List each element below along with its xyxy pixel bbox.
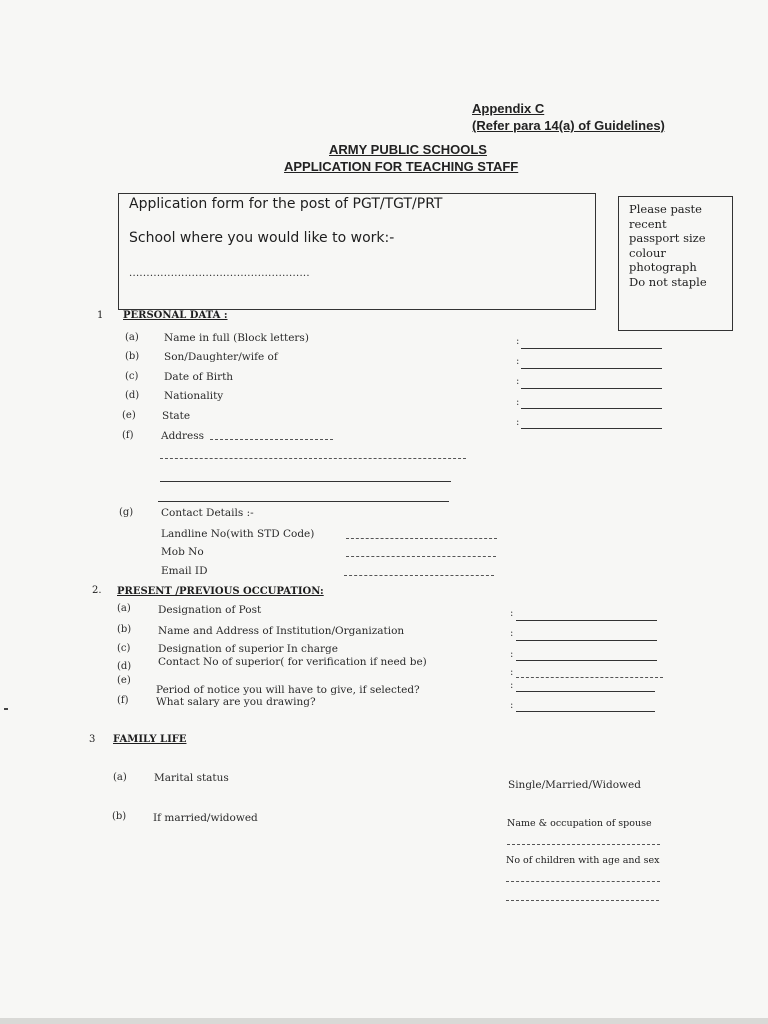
scan-edge (0, 1018, 768, 1024)
item-mark: (e) (122, 410, 136, 421)
photo-instruction-line: Do not staple (629, 274, 707, 289)
state-field[interactable] (521, 428, 662, 429)
notice-period-field[interactable] (516, 691, 655, 692)
email-label: Email ID (161, 565, 208, 577)
married-widowed-label: If married/widowed (153, 812, 258, 824)
photo-instruction-line: recent (629, 216, 667, 231)
section-2-number: 2. (92, 585, 102, 596)
marital-status-options[interactable]: Single/Married/Widowed (508, 779, 641, 791)
item-mark: (d) (117, 661, 132, 672)
address-field-line[interactable] (210, 439, 333, 440)
colon: : (510, 680, 514, 691)
post-applied-line: Application form for the post of PGT/TGT/PRT (129, 196, 443, 212)
section-3-number: 3 (89, 734, 96, 745)
address-field-line[interactable] (158, 501, 449, 502)
notice-period-label: Period of notice you will have to give, if selected? (156, 684, 420, 696)
appendix-label: Appendix C (472, 101, 545, 116)
colon: : (516, 417, 520, 428)
spouse-details-field[interactable] (507, 844, 660, 845)
parent-spouse-field[interactable] (521, 368, 662, 369)
mobile-label: Mob No (161, 546, 204, 558)
photo-instruction-line: colour (629, 245, 666, 260)
salary-field[interactable] (516, 711, 655, 712)
dob-label: Date of Birth (164, 371, 234, 383)
item-mark: (a) (125, 332, 139, 343)
children-details-field[interactable] (506, 881, 660, 882)
marital-status-label: Marital status (154, 772, 229, 784)
item-mark: (e) (117, 675, 131, 686)
section-2-title: PRESENT /PREVIOUS OCCUPATION: (117, 586, 324, 597)
guidelines-reference: (Refer para 14(a) of Guidelines) (472, 118, 665, 133)
colon: : (516, 356, 520, 367)
institution-label: Name and Address of Institution/Organization (158, 625, 405, 637)
photo-instruction-line: photograph (629, 260, 697, 274)
address-field-line[interactable] (160, 458, 466, 459)
dob-field[interactable] (521, 388, 662, 389)
item-mark: (g) (119, 507, 134, 518)
superior-designation-field[interactable] (516, 660, 657, 661)
colon: : (516, 336, 520, 347)
item-mark: (d) (125, 390, 140, 401)
item-mark: (f) (117, 695, 129, 706)
colon: : (510, 649, 514, 660)
colon: : (516, 376, 520, 387)
colon: : (516, 397, 520, 408)
item-mark: (b) (117, 624, 132, 635)
photo-instruction-line: passport size (629, 231, 706, 245)
school-preference-line[interactable]: School where you would like to work:- (129, 230, 395, 246)
email-field[interactable] (344, 575, 494, 576)
children-details-label: No of children with age and sex (506, 855, 660, 866)
state-label: State (162, 410, 191, 422)
item-mark: (a) (117, 603, 131, 614)
full-name-label: Name in full (Block letters) (164, 332, 309, 344)
school-fill-dots[interactable]: .................................................... (129, 268, 310, 279)
form-title: APPLICATION FOR TEACHING STAFF (284, 159, 519, 174)
photo-box[interactable] (618, 196, 733, 331)
item-mark: (c) (125, 371, 139, 382)
item-mark: (a) (113, 772, 127, 783)
contact-details-label: Contact Details :- (161, 507, 254, 519)
section-1-title: PERSONAL DATA : (123, 310, 228, 321)
item-mark: (b) (112, 811, 127, 822)
designation-label: Designation of Post (158, 604, 262, 616)
address-field-line[interactable] (160, 481, 451, 482)
photo-instruction-line: Please paste (629, 202, 702, 216)
section-3-title: FAMILY LIFE (113, 734, 187, 745)
item-mark: (c) (117, 643, 131, 654)
nationality-field[interactable] (521, 408, 662, 409)
colon: : (510, 667, 514, 678)
organization-title: ARMY PUBLIC SCHOOLS (329, 142, 487, 157)
post-application-box (118, 193, 596, 310)
spouse-details-label: Name & occupation of spouse (507, 818, 652, 829)
section-1-number: 1 (97, 310, 104, 321)
scan-speck (4, 708, 8, 710)
item-mark: (b) (125, 351, 140, 362)
mobile-field[interactable] (346, 556, 496, 557)
children-details-field[interactable] (506, 900, 659, 901)
superior-designation-label: Designation of superior In charge (158, 643, 338, 655)
colon: : (510, 700, 514, 711)
nationality-label: Nationality (164, 390, 224, 402)
salary-label: What salary are you drawing? (156, 696, 316, 708)
superior-contact-field[interactable] (516, 677, 663, 678)
landline-label: Landline No(with STD Code) (161, 528, 315, 540)
colon: : (510, 628, 514, 639)
item-mark: (f) (122, 430, 134, 441)
full-name-field[interactable] (521, 348, 662, 349)
designation-field[interactable] (516, 620, 657, 621)
parent-spouse-label: Son/Daughter/wife of (164, 351, 278, 363)
institution-field[interactable] (516, 640, 657, 641)
address-label: Address (161, 430, 205, 442)
landline-field[interactable] (346, 538, 497, 539)
superior-contact-label: Contact No of superior( for verification if need be) (158, 656, 427, 668)
colon: : (510, 608, 514, 619)
